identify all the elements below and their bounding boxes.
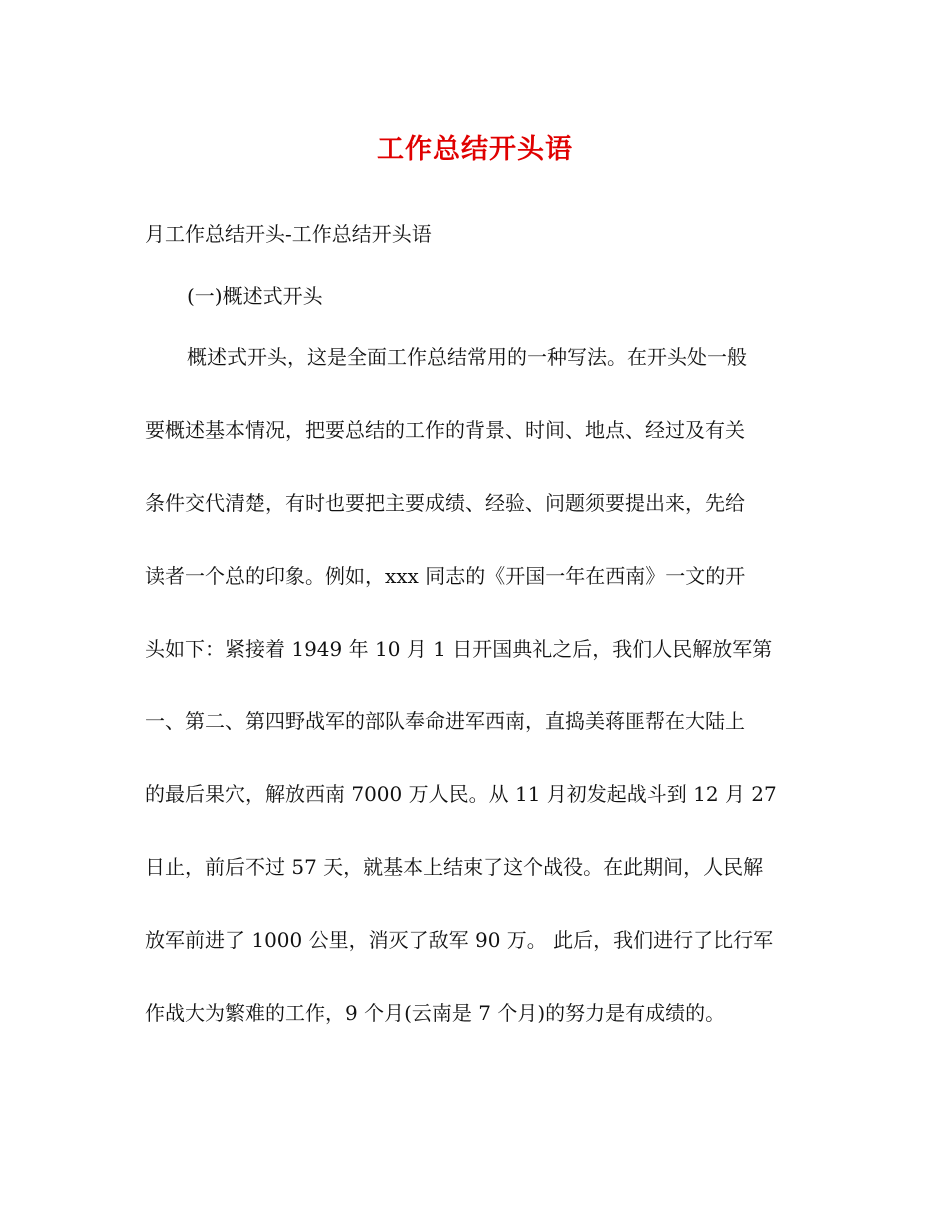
paragraph-line: 放军前进了 1000 公里，消灭了敌军 90 万。 此后，我们进行了比行军 <box>145 928 774 952</box>
paragraph-line: 要概述基本情况，把要总结的工作的背景、时间、地点、经过及有关 <box>145 418 745 442</box>
section-heading: (一)概述式开头 <box>187 284 323 308</box>
paragraph-line: 日止，前后不过 57 天，就基本上结束了这个战役。在此期间，人民解 <box>145 855 764 879</box>
paragraph-line: 一、第二、第四野战军的部队奉命进军西南，直捣美蒋匪帮在大陆上 <box>145 709 745 733</box>
document-subtitle: 月工作总结开头-工作总结开头语 <box>145 222 432 246</box>
paragraph-line: 读者一个总的印象。例如，xxx 同志的《开国一年在西南》一文的开 <box>145 564 746 588</box>
document-title: 工作总结开头语 <box>377 134 573 165</box>
paragraph-line: 头如下：紧接着 1949 年 10 月 1 日开国典礼之后，我们人民解放军第 <box>145 637 773 661</box>
paragraph-line: 作战大为繁难的工作，9 个月(云南是 7 个月)的努力是有成绩的。 <box>145 1001 726 1025</box>
paragraph-line: 概述式开头，这是全面工作总结常用的一种写法。在开头处一般 <box>187 345 747 369</box>
paragraph-line: 的最后果穴，解放西南 7000 万人民。从 11 月初发起战斗到 12 月 27 <box>145 782 777 806</box>
paragraph-line: 条件交代清楚，有时也要把主要成绩、经验、问题须要提出来，先给 <box>145 491 745 515</box>
